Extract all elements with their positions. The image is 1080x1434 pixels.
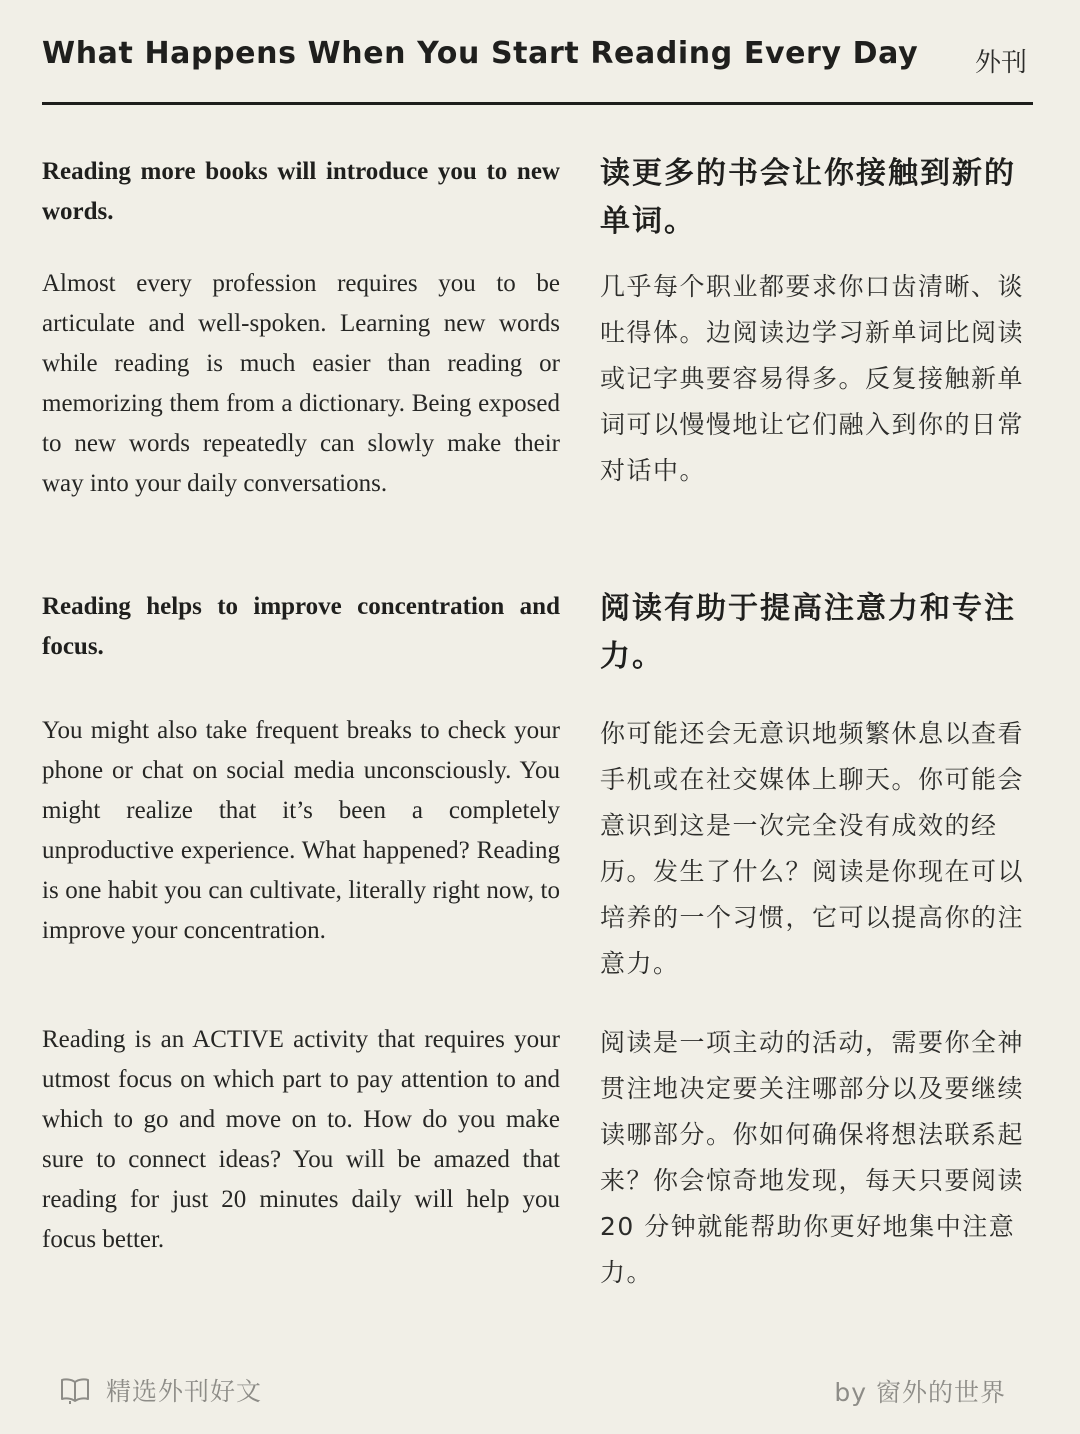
section-2-en-heading: Reading helps to improve concentration and focus.: [42, 593, 560, 660]
section-1-zh-heading: 读更多的书会让你接触到新的单词。: [600, 156, 1016, 239]
section-1-en-body: Almost every profession requires you to be articulate and well-spoken. Learning new words while reading is much easier than reading or memorizing them from a dictionary. Being exposed to new words repeatedly can slowly make their way into your daily conversations.: [42, 270, 560, 497]
footer-left: [60, 1373, 262, 1407]
footer-left-text: 精选外刊好文: [106, 1377, 263, 1406]
page-header: [42, 30, 1033, 105]
section-1-en-heading: Reading more books will introduce you to new words.: [42, 158, 560, 225]
footer-credit: by 窗外的世界: [834, 1378, 1006, 1407]
section-2-en-body: You might also take frequent breaks to check your phone or chat on social media unconsciously. You might realize that it’s been a completely unproductive experience. What happened? Reading is one habit you can cultivate, literally right now, to improve your concentration.: [42, 717, 560, 944]
section-2-en-body-2: Reading is an ACTIVE activity that requires your utmost focus on which part to pay attention to and which to go and move on to. How do you make sure to connect ideas? You will be amazed that reading for just 20 minutes daily will help you focus better.: [42, 1026, 560, 1253]
section-2-zh-heading: 阅读有助于提高注意力和专注力。: [600, 591, 1016, 674]
page-title: What Happens When You Start Reading Every Day: [42, 36, 919, 71]
section-2-zh-body-2: 阅读是一项主动的活动，需要你全神贯注地决定要关注哪部分以及要继续读哪部分。你如何确保将想法联系起来？你会惊奇地发现，每天只要阅读 20 分钟就能帮助你更好地集中注意力。: [600, 1028, 1025, 1287]
section-1-zh-body: 几乎每个职业都要求你口齿清晰、谈吐得体。边阅读边学习新单词比阅读或记字典要容易得多。反复接触新单词可以慢慢地让它们融入到你的日常对话中。: [600, 272, 1025, 485]
header-tag: 外刊: [974, 48, 1027, 78]
book-open-icon: [60, 1376, 90, 1404]
section-2-zh-body: 你可能还会无意识地频繁休息以查看手机或在社交媒体上聊天。你可能会意识到这是一次完全没有成效的经历。发生了什么？阅读是你现在可以培养的一个习惯，它可以提高你的注意力。: [600, 719, 1025, 978]
